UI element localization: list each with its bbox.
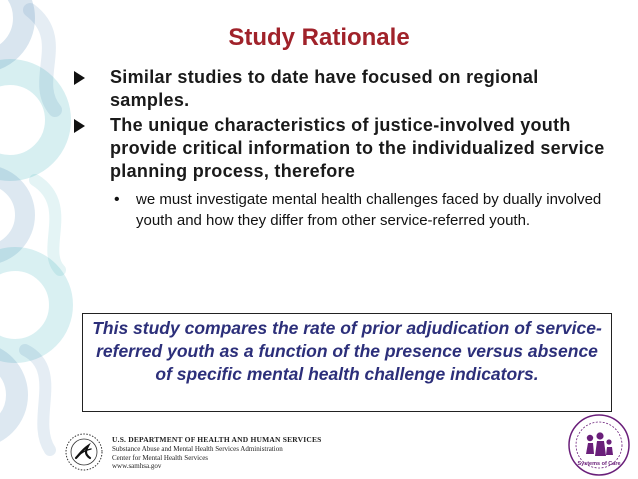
triangle-bullet-icon	[74, 71, 85, 85]
bullet-item	[70, 66, 615, 112]
sub-bullet-text: we must investigate mental health challenges faced by dually involved youth and how they differ from other service-referred youth.	[136, 191, 602, 229]
systems-of-care-logo	[566, 412, 632, 478]
bullet-list	[70, 66, 615, 231]
footer-website[interactable]: www.samhsa.gov	[112, 462, 162, 470]
hhs-seal-icon	[64, 432, 104, 472]
footer-agency: Substance Abuse and Mental Health Services Administration	[112, 445, 283, 453]
footer-agency-block	[112, 435, 322, 471]
slide-title: Study Rationale	[228, 24, 410, 51]
logo-caption: Systems of Care	[577, 461, 621, 467]
footer-department: U.S. DEPARTMENT OF HEALTH AND HUMAN SERVICES	[112, 435, 322, 444]
dot-bullet-icon: •	[114, 191, 120, 208]
triangle-bullet-icon	[74, 119, 85, 133]
footer-center: Center for Mental Health Services	[112, 453, 209, 462]
bullet-text: Similar studies to date have focused on regional samples.	[110, 67, 539, 110]
bullet-text: The unique characteristics of justice-involved youth provide critical information to the individualized service planning process, therefore	[110, 115, 605, 181]
callout-box	[82, 313, 612, 412]
callout-text: This study compares the rate of prior adjudication of service-referred youth as a function of the presence versus absence of specific mental health challenge indicators.	[92, 318, 602, 384]
bullet-item	[70, 114, 615, 183]
sub-bullet-item	[70, 189, 615, 231]
